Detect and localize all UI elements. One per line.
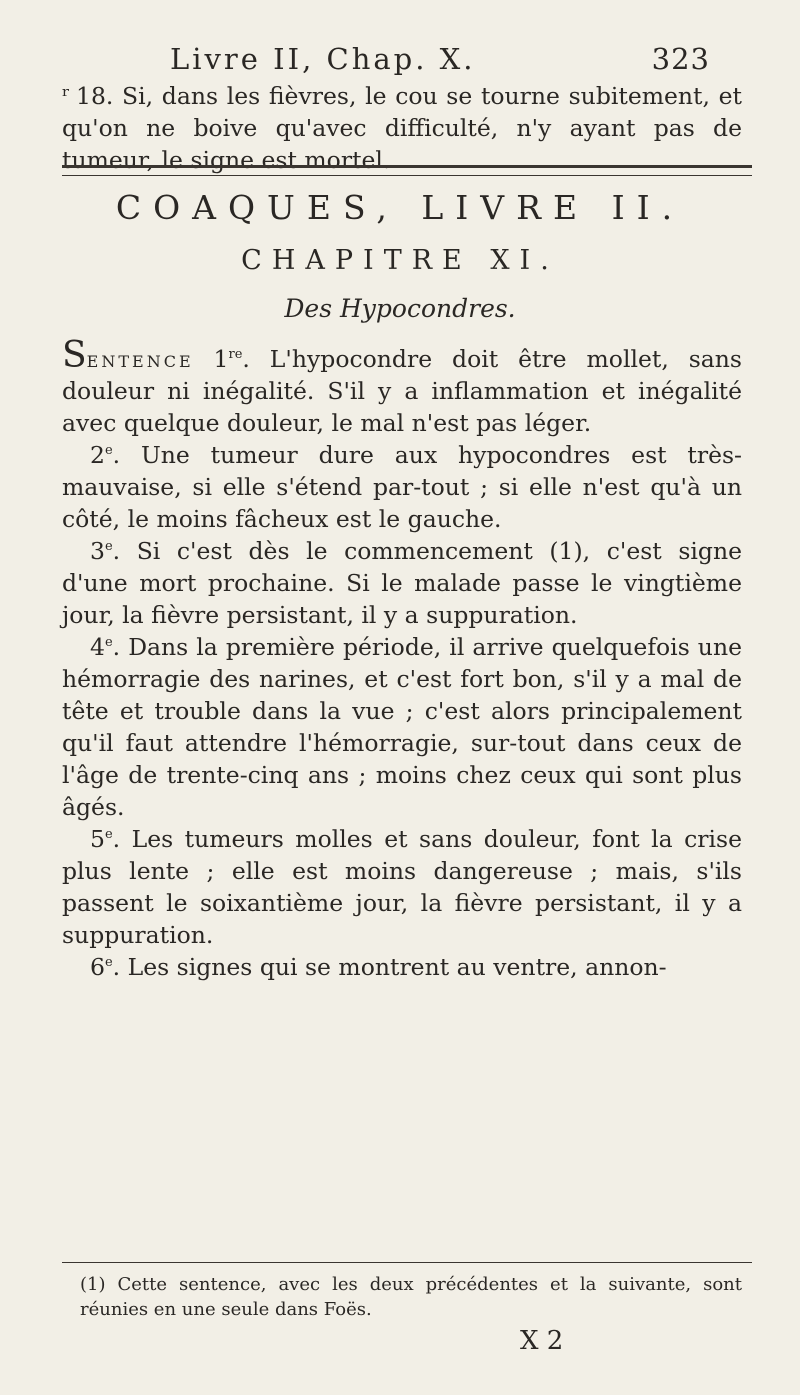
- sentence-number: 5: [90, 825, 105, 853]
- sentence-5: [62, 823, 742, 951]
- sentence-text: . Si c'est dès le commencement (1), c'est signe d'une mort prochaine. Si le malade passe le vingtième jour, la fièvre persistant, il y a suppuration.: [62, 537, 742, 629]
- sentence-lead-word: Sentence: [62, 335, 194, 376]
- carryover-text: 18. Si, dans les fièvres, le cou se tourne subitement, et qu'on ne boive qu'avec difficulté, n'y ayant pas de tumeur, le signe est mortel.: [62, 82, 742, 174]
- footnote: (1) Cette sentence, avec les deux précédentes et la suivante, sont réunies en une seule dans Foës.: [80, 1274, 742, 1320]
- sentence-number: 6: [90, 953, 105, 981]
- sentence-2: [62, 439, 742, 535]
- sentence-text: . Les tumeurs molles et sans douleur, font la crise plus lente ; elle est moins dangereuse ; mais, s'ils passent le soixantième jour, la fièvre persistant, il y a suppuration.: [62, 825, 742, 949]
- sentence-suffix: e: [104, 443, 113, 459]
- sentence-suffix: e: [104, 539, 113, 555]
- sentence-list: [62, 335, 742, 983]
- sentence-3: [62, 535, 742, 631]
- page-number: 323: [651, 42, 710, 76]
- sentence-suffix: e: [104, 955, 113, 971]
- sentence-suffix: re: [228, 347, 243, 363]
- bracket-mark-icon: ʳ: [62, 82, 71, 110]
- sentence-number: 2: [90, 441, 105, 469]
- sentence-suffix: e: [104, 635, 113, 651]
- running-head: [170, 42, 730, 76]
- footnote-rule: [62, 1262, 752, 1263]
- sentence-number: 3: [90, 537, 105, 565]
- sentence-text: . Dans la première période, il arrive quelquefois une hémorragie des narines, et c'est fort bon, s'il y a mal de tête et trouble dans la vue ; c'est alors principalement qu'il faut attendre l'hémorragie, sur-tout dans ceux de l'âge de trente-cinq ans ; moins chez ceux qui sont plus âgés.: [62, 633, 742, 821]
- chapter-subtitle: Des Hypocondres.: [284, 294, 516, 323]
- carryover-sentence: [62, 80, 742, 176]
- sentence-1: [62, 335, 742, 439]
- sentence-text: . L'hypocondre doit être mollet, sans douleur ni inégalité. S'il y a inflammation et inégalité avec quelque douleur, le mal n'est pas léger.: [62, 345, 742, 437]
- sentence-text: . Les signes qui se montrent au ventre, annon-: [112, 953, 667, 981]
- sentence-text: . Une tumeur dure aux hypocondres est très-mauvaise, si elle s'étend par-tout ; si elle n'est qu'à un côté, le moins fâcheux est le gauche.: [62, 441, 742, 533]
- sentence-number: 4: [90, 633, 105, 661]
- sentence-suffix: e: [104, 827, 113, 843]
- double-rule-divider: [62, 165, 752, 176]
- section-title: COAQUES, LIVRE II.: [115, 188, 685, 227]
- sentence-6: [62, 951, 742, 983]
- chapter-title: CHAPITRE XI.: [241, 245, 559, 276]
- sentence-number: 1: [213, 345, 229, 373]
- sentence-4: [62, 631, 742, 823]
- running-head-title: Livre II, Chap. X.: [170, 42, 476, 76]
- signature-mark: X 2: [520, 1326, 564, 1356]
